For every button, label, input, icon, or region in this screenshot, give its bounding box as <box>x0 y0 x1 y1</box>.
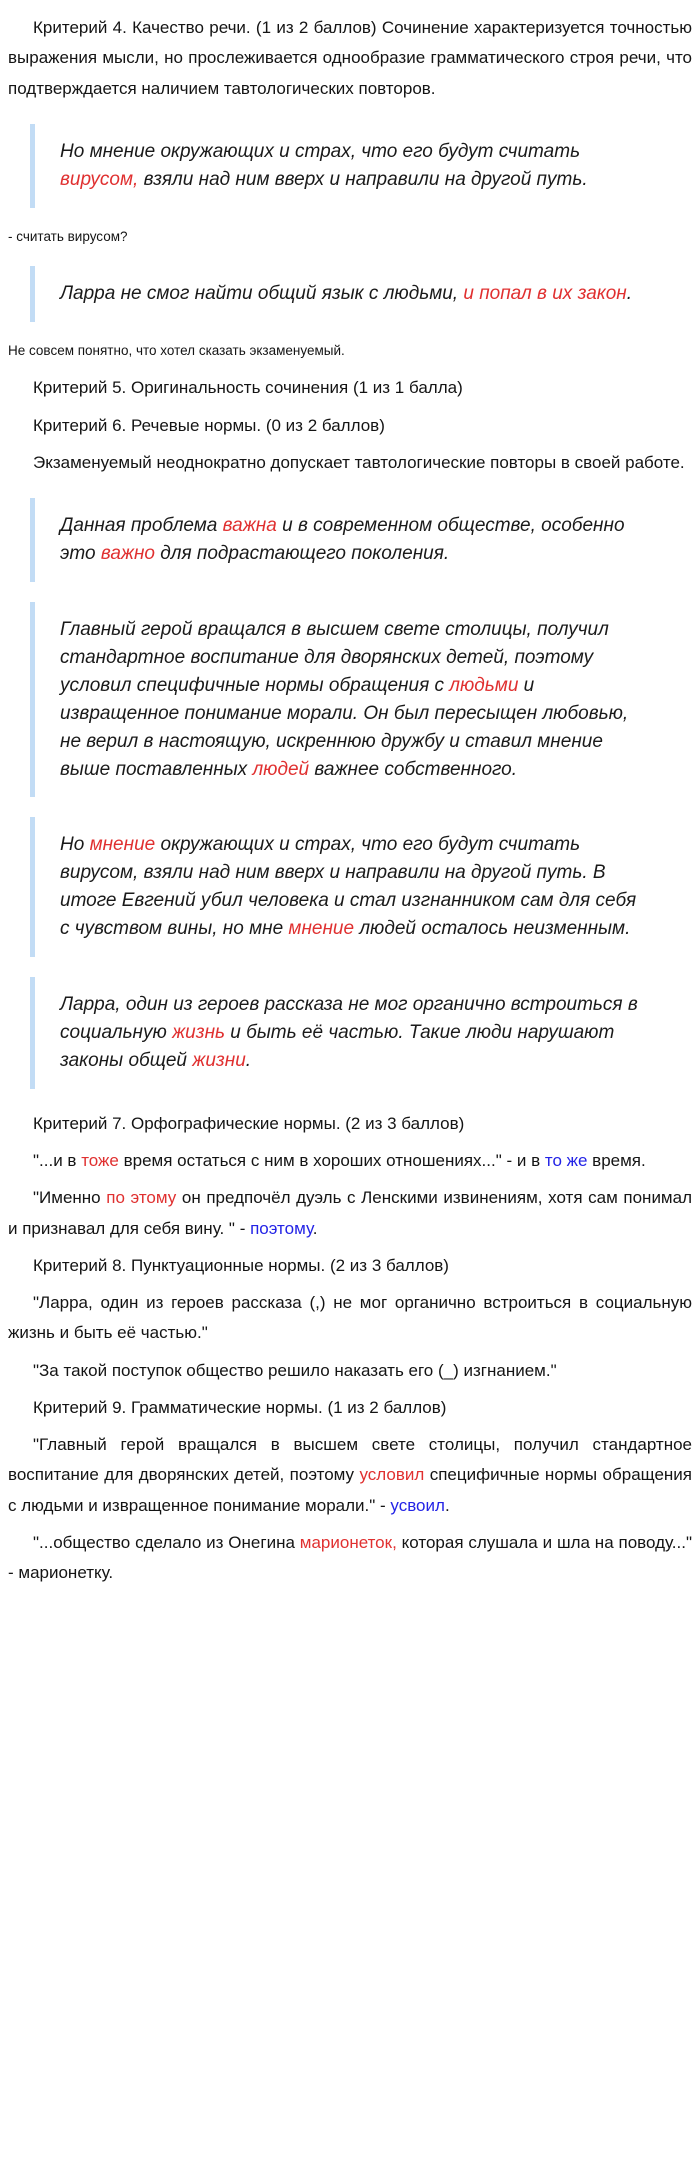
highlight-red: важна <box>222 515 277 537</box>
text-segment: для подрастающего поколения. <box>154 542 450 564</box>
text-segment: Но мнение окружающих и страх, что его будут считать <box>60 140 581 162</box>
text-segment: Но <box>60 834 90 856</box>
text-segment: окружающих и страх, что его будут считать вирусом, взяли над ним вверх и направили на другой путь. В итоге Евгений убил человека и стал изгнанником сам для себя с чувством вины, но мне <box>60 834 637 940</box>
highlight-blue: усвоил <box>390 1495 445 1515</box>
criterion-7-heading-paragraph <box>8 1109 692 1139</box>
text-segment: Критерий 5. Оригинальность сочинения (1 из 1 балла) <box>33 378 463 398</box>
criterion-8-heading-paragraph <box>8 1251 692 1281</box>
text-segment: "Главный герой вращался в высшем свете столицы, получил стандартное воспитание для дворянских детей, поэтому <box>8 1435 692 1485</box>
highlight-red: марионеток, <box>299 1532 397 1552</box>
text-segment: "Ларра, один из героев рассказа (,) не мог органично встроиться в социальную жизнь и быть её частью." <box>8 1293 692 1343</box>
text-segment: и извращенное понимание морали. Он был пересыщен любовью, не верил в настоящую, искреннюю дружбу и ставил мнение выше поставленных <box>60 674 629 780</box>
text-segment: и быть её частью. Такие люди нарушают законы общей <box>60 1022 615 1071</box>
criterion-8-example-2-paragraph <box>8 1356 692 1386</box>
essay-quote-3 <box>30 498 644 582</box>
text-segment: Критерий 9. Грамматические нормы. (1 из 2 баллов) <box>33 1397 447 1417</box>
text-segment: - считать вирусом? <box>8 228 128 244</box>
text-segment: важнее собственного. <box>309 758 518 780</box>
essay-quote-2 <box>30 266 644 322</box>
text-segment: Экзаменуемый неоднократно допускает тавтологические повторы в своей работе. <box>33 452 685 472</box>
criterion-4-heading-paragraph <box>8 13 692 104</box>
highlight-blue: то же <box>544 1151 588 1171</box>
text-segment: Главный герой вращался в высшем свете столицы, получил стандартное воспитание для дворянских детей, поэтому условил специфичные нормы обращения с <box>60 618 609 696</box>
essay-quote-1 <box>30 124 644 208</box>
highlight-red: условил <box>359 1465 425 1485</box>
text-segment: . <box>444 1495 450 1515</box>
highlight-red: и попал в их закон <box>463 283 627 305</box>
criterion-7-example-1-paragraph <box>8 1146 692 1176</box>
highlight-red: людьми <box>449 674 519 696</box>
text-segment: Критерий 8. Пунктуационные нормы. (2 из 3 баллов) <box>33 1255 449 1275</box>
reviewer-note-1 <box>8 228 692 247</box>
essay-quote-4 <box>30 602 644 798</box>
text-segment: Не совсем понятно, что хотел сказать экзаменуемый. <box>8 343 345 359</box>
criterion-6-comment-paragraph <box>8 448 692 478</box>
text-segment: Критерий 6. Речевые нормы. (0 из 2 баллов) <box>33 415 385 435</box>
criterion-9-example-2-paragraph <box>8 1528 692 1589</box>
text-segment: время. <box>587 1151 646 1171</box>
highlight-red: важно <box>100 542 155 564</box>
text-segment: людей осталось неизменным. <box>354 918 631 940</box>
text-segment: "...и в <box>33 1151 82 1171</box>
text-segment: "За такой поступок общество решило наказать его (_) изгнанием." <box>33 1360 557 1380</box>
text-segment: Данная проблема <box>60 515 223 537</box>
text-segment: "...общество сделало из Онегина <box>33 1532 300 1552</box>
text-segment: Критерий 4. Качество речи. (1 из 2 баллов) Сочинение характеризуется точностью выражения мысли, но прослеживается однообразие грамматического строя речи, что подтверждается наличием тавтологических повторов. <box>8 18 692 98</box>
text-segment: Критерий 7. Орфографические нормы. (2 из 3 баллов) <box>33 1113 465 1133</box>
text-segment: и в современном обществе, особенно это <box>60 515 625 564</box>
highlight-red: по этому <box>106 1188 177 1208</box>
highlight-red: вирусом, <box>60 168 139 190</box>
text-segment: . <box>245 1049 252 1071</box>
text-segment: взяли над ним вверх и направили на другой путь. <box>138 168 588 190</box>
text-segment: "Именно <box>33 1188 107 1208</box>
text-segment: время остаться с ним в хороших отношениях..." - и в <box>118 1151 545 1171</box>
text-segment: Ларра не смог найти общий язык с людьми, <box>60 283 464 305</box>
text-segment: которая слушала и шла на поводу..." - марионетку. <box>8 1532 692 1583</box>
highlight-red: жизнь <box>172 1022 226 1044</box>
highlight-red: мнение <box>89 834 156 856</box>
document-body <box>8 13 692 1588</box>
criterion-9-heading-paragraph <box>8 1393 692 1423</box>
highlight-red: мнение <box>288 918 355 940</box>
highlight-red: тоже <box>81 1151 119 1171</box>
criterion-9-example-1-paragraph <box>8 1430 692 1521</box>
text-segment: . <box>626 283 633 305</box>
criterion-5-heading-paragraph <box>8 373 692 403</box>
criterion-8-example-1-paragraph <box>8 1288 692 1349</box>
essay-quote-5 <box>30 817 644 957</box>
highlight-red: жизни <box>192 1049 246 1071</box>
essay-quote-6 <box>30 977 644 1089</box>
criterion-7-example-2-paragraph <box>8 1183 692 1244</box>
text-segment: Ларра, один из героев рассказа не мог органично встроиться в социальную <box>60 994 638 1044</box>
reviewer-note-2 <box>8 342 692 361</box>
criterion-6-heading-paragraph <box>8 411 692 441</box>
highlight-red: людей <box>252 758 310 780</box>
highlight-blue: поэтому <box>250 1218 313 1238</box>
text-segment: . <box>312 1218 318 1238</box>
text-segment: специфичные нормы обращения с людьми и извращенное понимание морали." - <box>8 1465 692 1515</box>
text-segment: он предпочёл дуэль с Ленскими извинениям, хотя сам понимал и признавал для себя вину. " - <box>8 1188 692 1238</box>
